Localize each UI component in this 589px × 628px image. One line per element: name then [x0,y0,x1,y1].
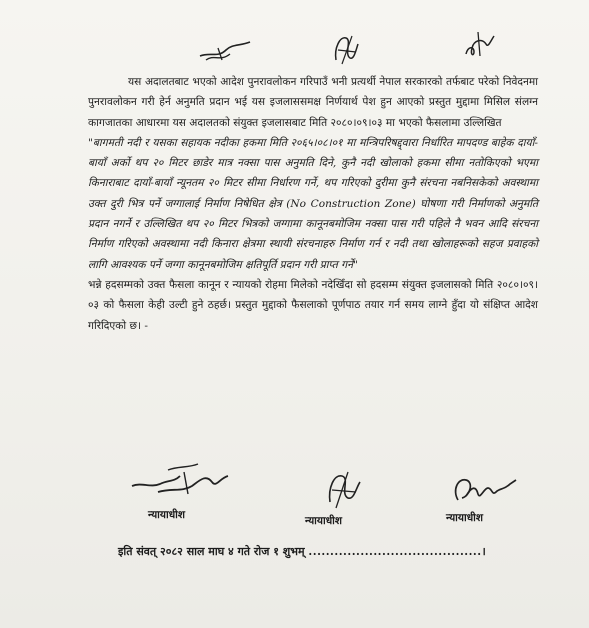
judge-label-2: न्यायाधीश [305,515,343,527]
judge-signature-2 [322,466,366,512]
judge-signature-3 [448,470,522,510]
order-paragraph-1: यस अदालतबाट भएको आदेश पुनरावलोकन गरिपाउँ भनी प्रत्यर्थी नेपाल सरकारको तर्फबाट परेको निवेदनमा पुनरावलोकन गरी हेर्न अनुमति प्रदान भई यस इजलाससमक्ष निर्णयार्थ पेश हुन आएको प्रस्तुत मुद्दामा मिसिल संलग्न कागजातका आधारमा यस अदालतको संयुक्त इजलासबाट मिति २०८०।०९।०३ मा भएको फैसलामा उल्लिखित [88,76,538,129]
order-paragraph-3: भन्ने हदसम्मको उक्त फैसला कानून र न्यायको रोहमा मिलेको नदेखिँदा सो हदसम्म संयुक्त इजलासको मिति २०८०।०९।०३ को फैसला केही उल्टी हुने ठहर्छ। प्रस्तुत मुद्दाको फैसलाको पूर्णपाठ तयार गर्न समय लाग्ने हुँदा यो संक्षिप्त आदेश गरिदिएको छ। - [88,278,538,332]
order-text [88,72,538,336]
judge-label-3: न्यायाधीश [446,512,484,524]
date-line [118,544,538,559]
date-line-text: इति संवत् २०८२ साल माघ ४ गते रोज १ शुभम् [118,545,309,558]
order-quote: "बागमती नदी र यसका सहायक नदीका हकमा मिति २०६५।०८।०१ मा मन्त्रिपरिषद्द्वारा निर्धारित मापदण्ड बाहेक दायाँ-बायाँ अर्को थप २० मिटर छाडेर मात्र नक्सा पास अनुमति दिने, कुनै नदी खोलाको हकमा सीमा नतोकिएको भएमा किनाराबाट दायाँ-बायाँ न्यूनतम २० मिटर सीमा निर्धारण गर्ने, थप गरिएको दुरीमा कुनै संरचना नबनिसकेको अवस्थामा उक्त दुरी भित्र पर्ने जग्गालाई निर्माण निषेधित क्षेत्र (No Construction Zone) घोषणा गरी निर्माणको अनुमति प्रदान नगर्ने र उल्लिखित थप २० मिटर भित्रको जग्गामा कानूनबमोजिम नक्सा पास गरी पहिले नै भवन आदि संरचना निर्माण गरिएको अवस्थामा नदी किनारा क्षेत्रमा स्थायी संरचनाहरु निर्माण गर्न र नदी तथा खोलाहरूको सहज प्रवाहको लागि आवश्यक पर्ने जग्गा कानूनबमोजिम क्षतिपूर्ति प्रदान गरी प्राप्त गर्ने" [88,136,538,271]
judge-signature-1 [128,462,238,502]
top-initial-3 [460,26,500,62]
top-initial-1 [196,36,254,66]
date-line-dots: ........................................। [308,545,487,558]
judge-label-1: न्यायाधीश [148,509,186,521]
top-initial-2 [330,30,362,70]
